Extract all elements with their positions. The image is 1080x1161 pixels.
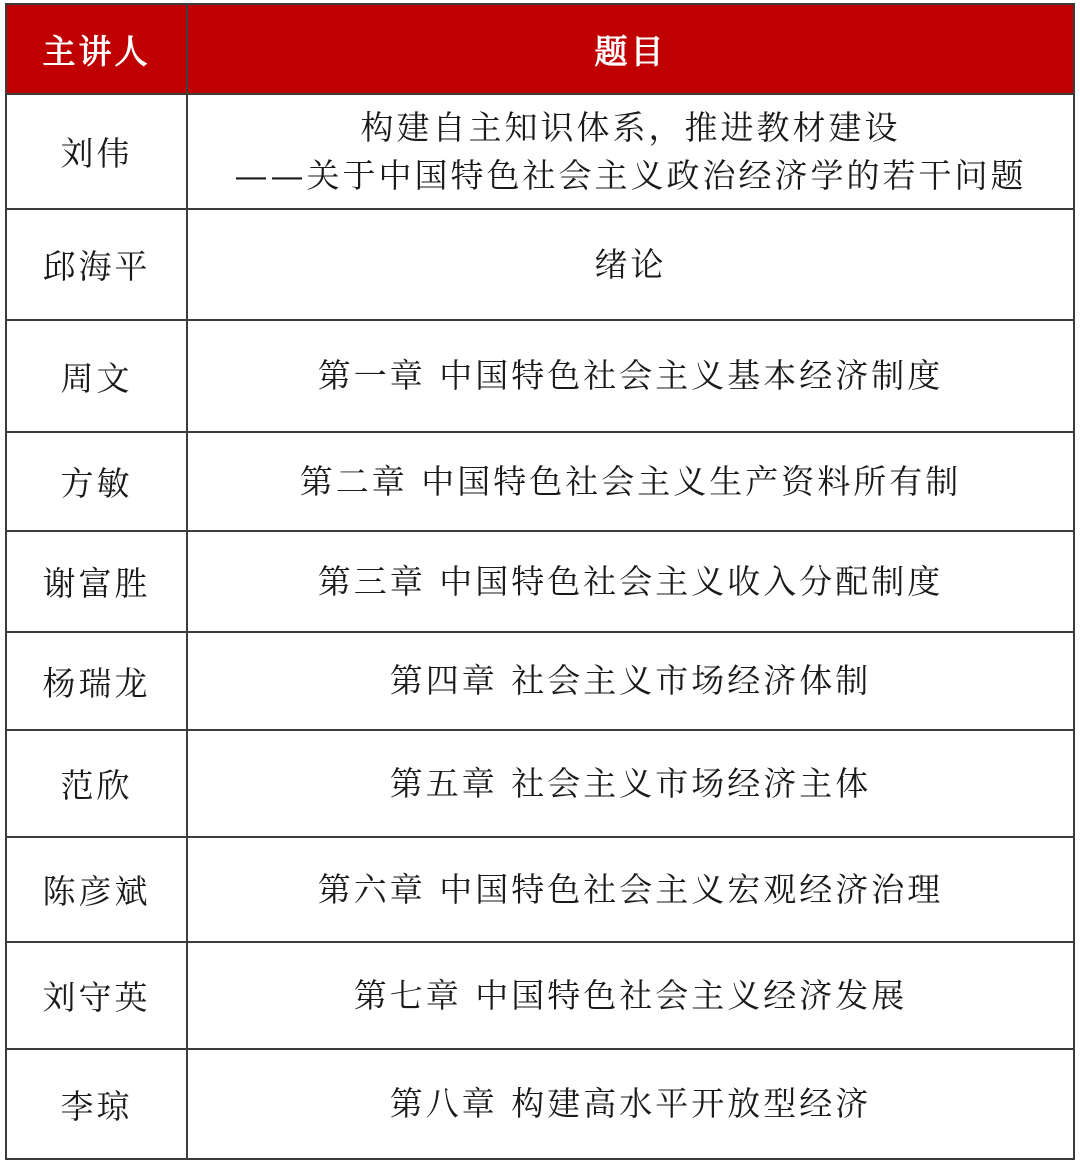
topic-cell <box>187 320 1074 432</box>
topic-line: 第六章 中国特色社会主义宏观经济治理 <box>317 869 944 909</box>
topic-cell <box>187 209 1074 320</box>
speaker-cell: 李琼 <box>6 1049 187 1159</box>
speaker-cell: 刘守英 <box>6 942 187 1049</box>
speaker-cell: 邱海平 <box>6 209 187 320</box>
lecture-schedule-table <box>5 3 1075 1160</box>
topic-cell <box>187 432 1074 531</box>
topic-line: 第二章 中国特色社会主义生产资料所有制 <box>299 461 962 501</box>
table-body <box>6 94 1074 1159</box>
table-row <box>6 730 1074 837</box>
speaker-cell: 谢富胜 <box>6 531 187 632</box>
header-topic: 题目 <box>187 4 1074 94</box>
topic-cell <box>187 730 1074 837</box>
table-row <box>6 632 1074 730</box>
topic-cell <box>187 94 1074 209</box>
topic-line: 第八章 构建高水平开放型经济 <box>389 1084 872 1123</box>
speaker-cell: 方敏 <box>6 432 187 531</box>
speaker-cell: 刘伟 <box>6 94 187 209</box>
topic-line: ——关于中国特色社会主义政治经济学的若干问题 <box>234 155 1027 195</box>
topic-line: 构建自主知识体系，推进教材建设 <box>360 107 901 147</box>
table-row <box>6 531 1074 632</box>
topic-cell <box>187 1049 1074 1159</box>
speaker-cell: 范欣 <box>6 730 187 837</box>
topic-cell <box>187 531 1074 632</box>
topic-cell <box>187 837 1074 942</box>
table-row <box>6 94 1074 209</box>
topic-line: 绪论 <box>594 244 667 284</box>
table-row <box>6 942 1074 1049</box>
header-speaker: 主讲人 <box>6 4 187 94</box>
table-row <box>6 320 1074 432</box>
table-row <box>6 209 1074 320</box>
table-row <box>6 432 1074 531</box>
speaker-cell: 周文 <box>6 320 187 432</box>
topic-line: 第五章 社会主义市场经济主体 <box>389 763 872 803</box>
topic-line: 第三章 中国特色社会主义收入分配制度 <box>317 561 944 601</box>
table-header <box>6 4 1074 94</box>
topic-cell <box>187 942 1074 1049</box>
speaker-cell: 陈彦斌 <box>6 837 187 942</box>
topic-cell <box>187 632 1074 730</box>
table-row <box>6 1049 1074 1159</box>
header-row <box>6 4 1074 94</box>
topic-line: 第一章 中国特色社会主义基本经济制度 <box>317 356 944 395</box>
table-row <box>6 837 1074 942</box>
topic-line: 第七章 中国特色社会主义经济发展 <box>353 975 908 1015</box>
speaker-cell: 杨瑞龙 <box>6 632 187 730</box>
topic-line: 第四章 社会主义市场经济体制 <box>389 661 872 700</box>
